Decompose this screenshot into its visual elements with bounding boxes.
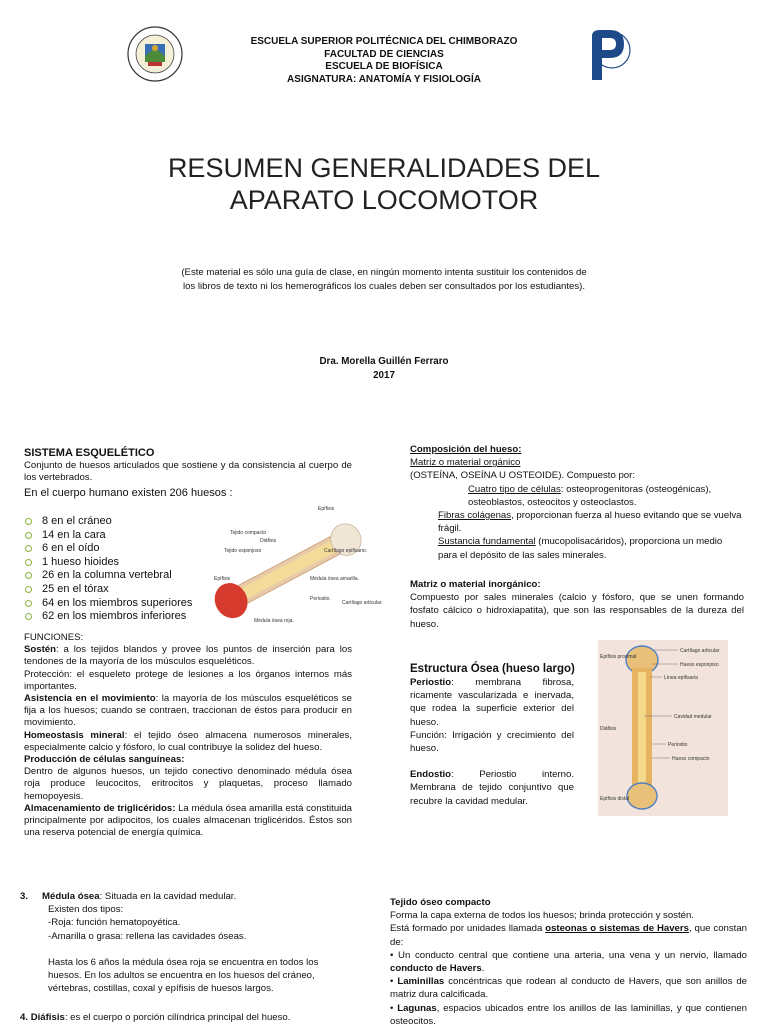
fig2-label-periosteum: Periostio bbox=[668, 742, 688, 748]
list-item: 6 en el oído bbox=[24, 542, 214, 556]
fig1-label-articular-cartilage: Cartílago articular. bbox=[342, 600, 383, 606]
cells-text: : osteoprogenitoras (osteogénicas), osteoblastos, osteocitos y osteoclastos. bbox=[468, 483, 712, 508]
laminillas-bullet bbox=[390, 975, 747, 1001]
section-heading: SISTEMA ESQUELÉTICO bbox=[24, 447, 155, 459]
title-line-1: RESUMEN GENERALIDADES DEL bbox=[167, 153, 601, 183]
endostio-label: Endostio bbox=[410, 769, 452, 781]
fig2-label-spongy-bone: Hueso esponjoso bbox=[680, 662, 719, 668]
comp-title-text: Composición del hueso: bbox=[410, 444, 522, 455]
tejido-title: Tejido óseo compacto bbox=[390, 897, 491, 908]
medula-tipos: Existen dos tipos: bbox=[48, 904, 124, 916]
funcion-sosten-label: Sostén bbox=[24, 644, 56, 656]
funcion-asistencia bbox=[24, 693, 352, 730]
bone-structure-figure bbox=[598, 640, 728, 816]
b3-term: Lagunas bbox=[397, 1002, 437, 1014]
bone-list bbox=[24, 515, 214, 624]
sistema-esqueletico-section bbox=[24, 446, 352, 500]
diafisis-number: 4. bbox=[20, 1012, 29, 1023]
section-intro: Conjunto de huesos articulados que sostiene y da consistencia al cuerpo de los vertebrados. bbox=[24, 460, 352, 484]
diafisis-item bbox=[20, 1011, 350, 1024]
diafisis-label: Diáfisis bbox=[30, 1012, 65, 1023]
sustancia-text: (mucopolisacáridos), proporciona un medio para el depósito de las sales minerales. bbox=[438, 536, 723, 561]
list-item: 64 en los miembros superiores bbox=[24, 597, 214, 611]
fig2-label-articular-cartilage: Cartílago articular bbox=[680, 648, 720, 654]
author-name: Dra. Morella Guillén Ferraro bbox=[319, 356, 449, 367]
inorganic-section bbox=[410, 578, 744, 631]
comp-title bbox=[410, 443, 744, 456]
tejido-p1: Forma la capa externa de todos los huesos; brinda protección y sostén. bbox=[390, 910, 694, 922]
b2-text-a: • bbox=[390, 976, 398, 988]
header-faculty: FACULTAD DE CIENCIAS bbox=[324, 48, 444, 60]
funcion-proteccion: Protección: el esqueleto protege de lesiones a los órganos internos más importantes. bbox=[24, 668, 352, 692]
periostio-desc bbox=[410, 676, 574, 729]
list-item: 8 en el cráneo bbox=[24, 515, 214, 529]
produccion-label: Producción de células sanguíneas: bbox=[24, 754, 185, 766]
b2-text-c: concéntricas que rodean al conducto de Havers, que son anillos de matriz dura calcificada. bbox=[390, 976, 748, 1001]
funciones-title: FUNCIONES: bbox=[24, 632, 84, 643]
funcion-produccion-label bbox=[24, 754, 352, 766]
tejido-p2 bbox=[390, 922, 747, 948]
organic-title bbox=[410, 456, 744, 469]
b1-text-a: • Un conducto central que contiene una arteria, una vena y un nervio, llamado bbox=[390, 949, 747, 961]
fig1-label-periosteum: Periostio. bbox=[310, 596, 331, 602]
list-item: 14 en la cara bbox=[24, 529, 214, 543]
institution-header bbox=[0, 36, 768, 86]
lagunas-bullet bbox=[390, 1002, 747, 1028]
estructura-title: Estructura Ósea (hueso largo) bbox=[410, 663, 575, 675]
fibras-text: , proporcionan fuerza al hueso evitando que se vuelva frágil. bbox=[438, 510, 742, 535]
funcion-produccion-text: Dentro de algunos huesos, un tejido conectivo denominado médula ósea roja produce leucocitos, eritrocitos y plaquetas, proceso llamado hemopoyesis. bbox=[24, 766, 352, 802]
fibras-item bbox=[410, 509, 744, 535]
funcion-sosten-text: : a los tejidos blandos y provee los puntos de inserción para los tendones de la mayoría de los músculos esqueléticos. bbox=[24, 644, 352, 668]
diafisis-text: : es el cuerpo o porción cilíndrica principal del hueso. bbox=[64, 1012, 291, 1023]
endostio-desc bbox=[410, 768, 574, 808]
b3-text-c: , espacios ubicados entre los anillos de las laminillas, y que contienen osteocitos. bbox=[390, 1002, 747, 1027]
list-item: 62 en los miembros inferiores bbox=[24, 610, 214, 624]
tejido-compacto-section bbox=[390, 896, 747, 1028]
fig1-label-epiphyseal-cartilage: Cartílago epifisario. bbox=[324, 548, 368, 554]
periostio-funcion: Función: Irrigación y crecimiento del hueso. bbox=[410, 729, 574, 755]
funcion-sosten bbox=[24, 644, 352, 668]
header-subject: ASIGNATURA: ANATOMÍA Y FISIOLOGÍA bbox=[287, 73, 481, 85]
list-item: 1 hueso hioides bbox=[24, 556, 214, 570]
author-year: 2017 bbox=[373, 370, 395, 381]
funcion-homeostasis-text: : el tejido óseo almacena numerosos minerales, especialmente calcio y fósforo, lo cual contribuye la solidez del hueso. bbox=[24, 729, 352, 753]
fig1-label-yellow-marrow: Médula ósea amarilla. bbox=[310, 576, 359, 582]
b2-term: Laminillas bbox=[397, 976, 445, 988]
document-title bbox=[0, 152, 768, 216]
organic-title-text: Matriz o material orgánico bbox=[410, 457, 521, 469]
list-item: 26 en la columna vertebral bbox=[24, 569, 214, 583]
inorganic-title: Matriz o material inorgánico: bbox=[410, 579, 541, 590]
medula-text: : Situada en la cavidad medular. bbox=[99, 891, 237, 902]
medula-number: 3. bbox=[20, 891, 29, 902]
medula-hasta: Hasta los 6 años la médula ósea roja se encuentra en todos los huesos. En los adultos se encuentra en los huesos del cráneo, vértebras, costillas, coxal y epífisis de huesos largos. bbox=[48, 956, 319, 995]
p2-text-a: Está formado por unidades llamada bbox=[390, 923, 546, 935]
bone-count: En el cuerpo humano existen 206 huesos : bbox=[24, 487, 233, 500]
medula-amarilla: -Amarilla o grasa: rellena las cavidades óseas. bbox=[48, 930, 247, 942]
sustancia-label: Sustancia fundamental bbox=[438, 536, 536, 548]
composicion-section bbox=[410, 443, 744, 562]
fig1-label-red-marrow: Médula ósea roja. bbox=[254, 618, 294, 624]
fig1-label-spongy: Tejido esponjoso bbox=[224, 548, 262, 554]
organic-intro: (OSTEÍNA, OSEÍNA U OSTEOIDE). Compuesto por: bbox=[410, 470, 635, 482]
disclaimer-note: (Este material es sólo una guía de clase, en ningún momento intenta sustituir los contenidos de los libros de texto ni los hemerográficos los cuales deben ser consultados por los estudiantes). bbox=[181, 267, 587, 292]
b3-text-a: • bbox=[390, 1002, 398, 1014]
funciones-section bbox=[24, 632, 352, 839]
header-school: ESCUELA DE BIOFÍSICA bbox=[325, 61, 443, 72]
medula-section bbox=[20, 890, 350, 995]
fig2-label-compact-bone: Hueso compacto bbox=[672, 756, 710, 762]
cells-label: Cuatro tipo de células bbox=[468, 483, 561, 495]
fig1-label-epiphysis-top: Epífisis bbox=[318, 506, 335, 512]
medula-roja: -Roja: función hematopoyética. bbox=[48, 917, 181, 929]
list-item: 25 en el tórax bbox=[24, 583, 214, 597]
medula-heading bbox=[20, 890, 350, 903]
cells-item bbox=[410, 483, 744, 509]
fig2-label-medullary-cavity: Cavidad medular bbox=[674, 714, 712, 720]
funcion-asistencia-text: : la mayoría de los músculos esqueléticos se fija a los huesos; cuando se contraen, traccionan de éstos para producir en movimiento. bbox=[24, 693, 352, 729]
medula-label: Médula ósea bbox=[42, 891, 100, 902]
b1-text-c: . bbox=[481, 963, 485, 975]
title-line-2: APARATO LOCOMOTOR bbox=[229, 185, 539, 215]
almacen-text: La médula ósea amarilla está constituida principalmente por adipocitos, los cuales almacenan triglicéridos. Éstos son una reserva potencial de energía química. bbox=[24, 802, 352, 839]
fig1-label-epiphysis-bottom: Epífisis bbox=[214, 576, 231, 582]
almacen-label: Almacenamiento de triglicéridos: bbox=[24, 802, 176, 814]
p2-term: osteonas o sistemas de Havers bbox=[545, 923, 689, 935]
estructura-section bbox=[410, 676, 574, 808]
fig2-label-diaphysis: Diáfisis bbox=[600, 726, 617, 732]
fig2-label-proximal-epiphysis: Epífisis proximal bbox=[600, 654, 637, 660]
fig1-label-diaphysis: Diáfisis bbox=[260, 538, 277, 544]
author-block bbox=[0, 355, 768, 383]
header-university: ESCUELA SUPERIOR POLITÉCNICA DEL CHIMBORAZO bbox=[250, 36, 518, 47]
periostio-text: : membrana fibrosa, ricamente vascularizada e inervada, que rodea la superficie exterior del hueso. bbox=[410, 677, 574, 728]
p2-text-c: , que constan de: bbox=[390, 923, 747, 948]
periostio-label: Periostio bbox=[410, 677, 452, 688]
fig2-label-distal-epiphysis: Epífisis distal bbox=[600, 796, 630, 802]
inorganic-text: Compuesto por sales minerales (calcio y fósforo, que se unen formando fosfato cálcico o hidroxiapatita), que son las responsables de la dureza del hueso. bbox=[410, 592, 744, 630]
fig2-label-epiphyseal-line: Línea epifisaria bbox=[664, 675, 698, 681]
long-bone-figure bbox=[206, 496, 383, 636]
funcion-almacenamiento bbox=[24, 803, 352, 840]
fibras-label: Fibras colágenas bbox=[438, 510, 512, 522]
b1-term: conducto de Havers bbox=[390, 963, 482, 975]
funcion-asistencia-label: Asistencia en el movimiento bbox=[24, 693, 156, 705]
funcion-homeostasis-label: Homeostasis mineral bbox=[24, 729, 125, 741]
havers-bullet bbox=[390, 949, 747, 975]
fig1-label-compact: Tejido compacto bbox=[230, 530, 267, 536]
funcion-homeostasis bbox=[24, 730, 352, 754]
sustancia-item bbox=[410, 535, 744, 561]
endostio-text: : Periostio interno. Membrana de tejido conjuntivo que recubre la cavidad medular. bbox=[410, 769, 574, 807]
